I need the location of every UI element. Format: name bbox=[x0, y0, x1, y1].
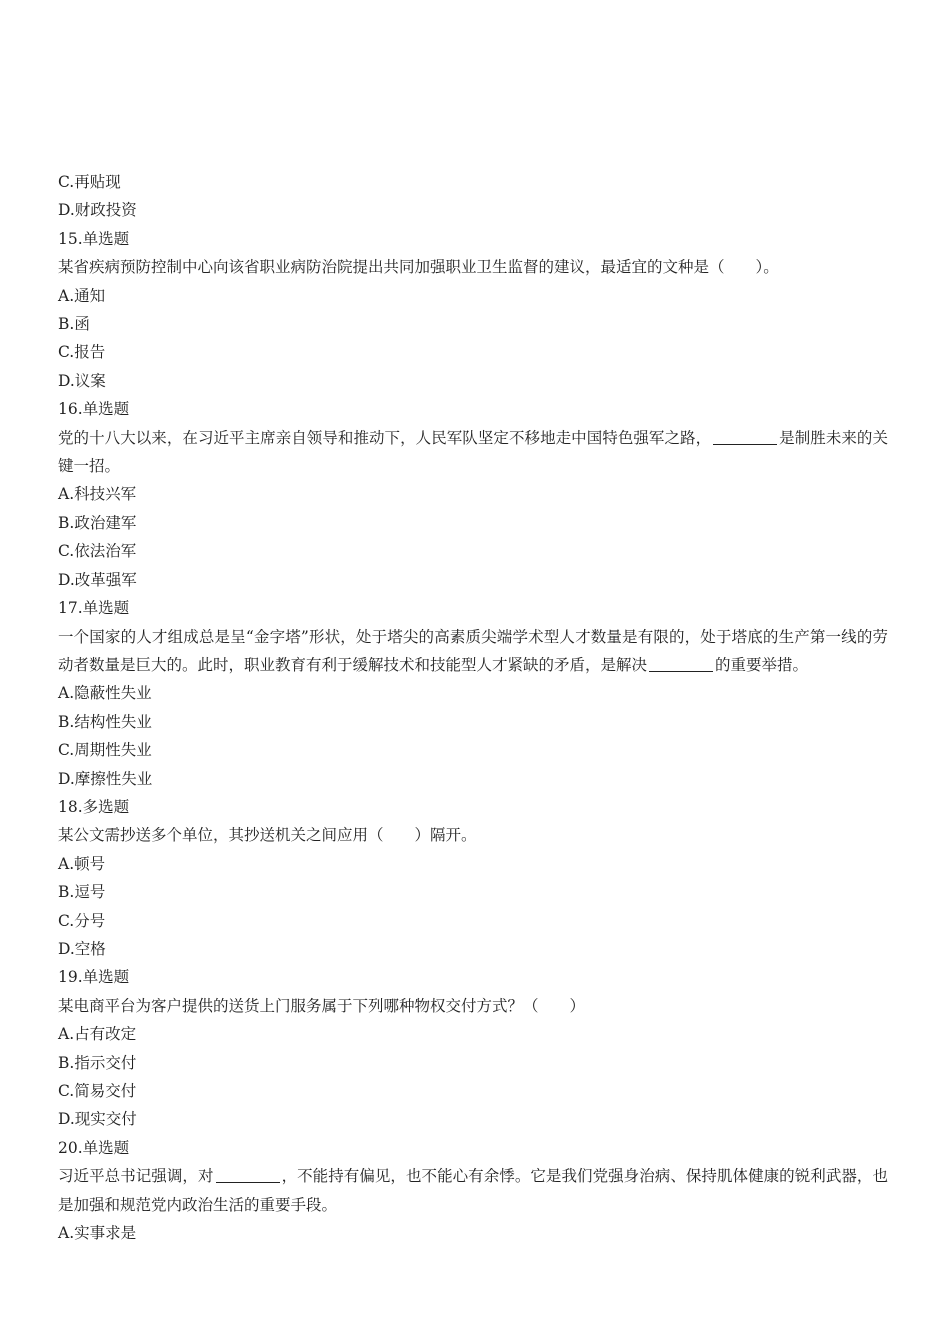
q16-blank bbox=[713, 426, 777, 445]
q19-option-a: A.占有改定 bbox=[58, 1025, 137, 1044]
q17-stem-before: 一个国家的人才组成总是呈“金字塔”形状，处于塔尖的高素质尖端学术型人才数量是有限的，处于塔底的生产第一线的劳动者数量是巨大的。此时，职业教育有利于缓解技术和技能型人才紧缺的矛盾，是解决 bbox=[58, 627, 888, 674]
q19-option-d: D.现实交付 bbox=[58, 1110, 137, 1129]
q16-stem-after: 是制胜未来的关键一招。 bbox=[58, 428, 888, 476]
q16-option-d: D.改革强军 bbox=[58, 570, 137, 589]
q15-option-c: C.报告 bbox=[58, 343, 106, 362]
q18-option-a: A.顿号 bbox=[58, 854, 106, 873]
exam-page bbox=[58, 168, 888, 1247]
q15-option-a: A.通知 bbox=[58, 286, 106, 305]
q15-option-b: B.函 bbox=[58, 315, 90, 334]
q20-stem-before: 习近平总书记强调，对 bbox=[58, 1167, 214, 1186]
q15-option-d: D.议案 bbox=[58, 371, 106, 390]
prev-option-c: C.再贴现 bbox=[58, 173, 121, 191]
q15-header: 15.单选题 bbox=[58, 229, 130, 248]
q18-stem: 某公文需抄送多个单位，其抄送机关之间应用（ ）隔开。 bbox=[58, 826, 477, 845]
prev-option-d: D.财政投资 bbox=[58, 201, 137, 220]
q16-option-a: A.科技兴军 bbox=[58, 485, 137, 504]
q20-header: 20.单选题 bbox=[58, 1138, 130, 1157]
q20-blank bbox=[216, 1164, 280, 1183]
q17-option-b: B.结构性失业 bbox=[58, 712, 152, 731]
q19-header: 19.单选题 bbox=[58, 968, 130, 987]
q19-option-b: B.指示交付 bbox=[58, 1053, 137, 1072]
q16-stem bbox=[58, 424, 888, 481]
q17-option-c: C.周期性失业 bbox=[58, 741, 152, 760]
q18-option-d: D.空格 bbox=[58, 939, 106, 958]
q19-stem: 某电商平台为客户提供的送货上门服务属于下列哪种物权交付方式？（ ） bbox=[58, 996, 586, 1015]
q16-stem-before: 党的十八大以来，在习近平主席亲自领导和推动下，人民军队坚定不移地走中国特色强军之路， bbox=[58, 428, 712, 447]
q17-option-d: D.摩擦性失业 bbox=[58, 769, 153, 788]
q17-option-a: A.隐蔽性失业 bbox=[58, 684, 152, 703]
q17-header: 17.单选题 bbox=[58, 599, 130, 618]
q18-option-c: C.分号 bbox=[58, 911, 106, 930]
q16-option-b: B.政治建军 bbox=[58, 513, 137, 532]
q17-stem bbox=[58, 623, 888, 680]
q20-option-a: A.实事求是 bbox=[58, 1224, 137, 1243]
q17-blank bbox=[649, 653, 713, 672]
q16-header: 16.单选题 bbox=[58, 400, 130, 419]
q15-stem: 某省疾病预防控制中心向该省职业病防治院提出共同加强职业卫生监督的建议，最适宜的文种是（ ）。 bbox=[58, 258, 779, 277]
q17-stem-after: 的重要举措。 bbox=[715, 655, 809, 674]
q19-option-c: C.简易交付 bbox=[58, 1082, 137, 1100]
q18-header: 18.多选题 bbox=[58, 797, 130, 816]
q18-option-b: B.逗号 bbox=[58, 883, 106, 902]
q20-stem bbox=[58, 1162, 888, 1219]
q16-option-c: C.依法治军 bbox=[58, 542, 137, 561]
q20-stem-after: ，不能持有偏见，也不能心有余悸。它是我们党强身治病、保持肌体健康的锐利武器，也是加强和规范党内政治生活的重要手段。 bbox=[58, 1167, 888, 1214]
